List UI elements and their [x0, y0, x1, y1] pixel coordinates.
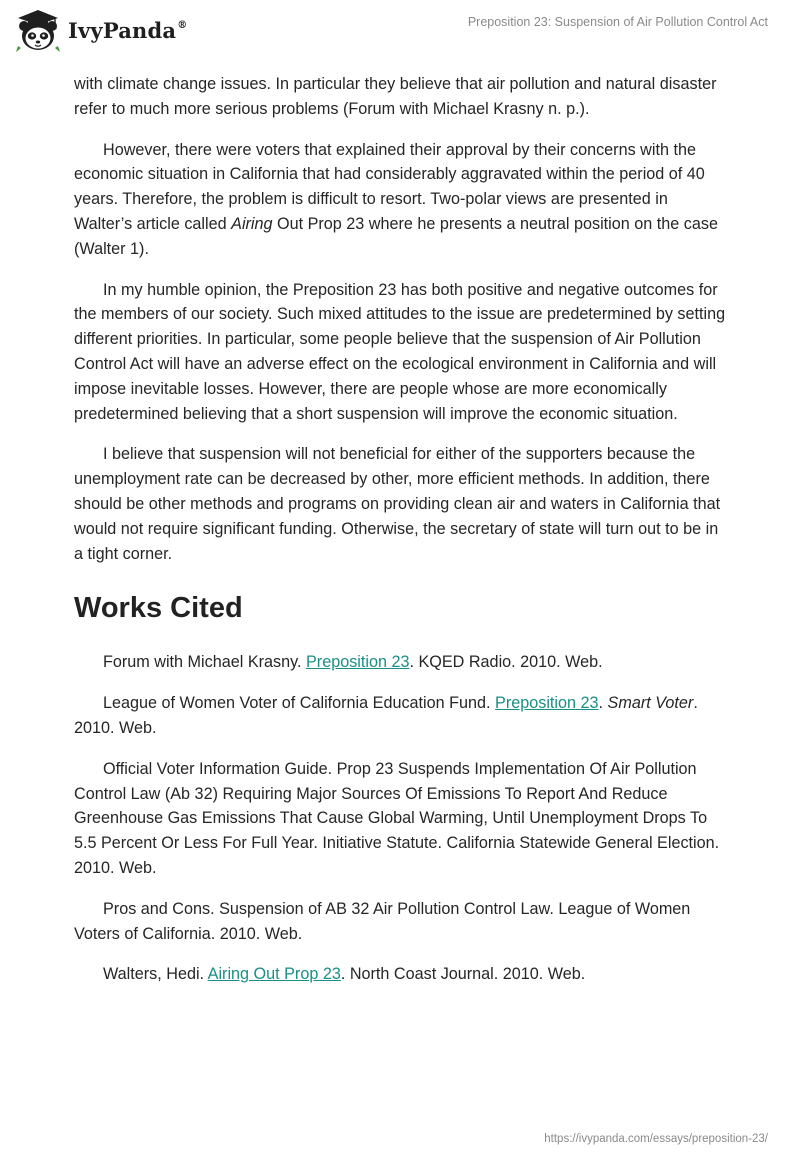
citation-link[interactable]: Preposition 23 [495, 694, 599, 713]
citation: Forum with Michael Krasny. Preposition 23. KQED Radio. 2010. Web. [103, 653, 603, 672]
citation-link[interactable]: Preposition 23 [306, 653, 410, 672]
italic-title: Airing [231, 214, 273, 233]
citation: Pros and Cons. Suspension of AB 32 Air Pollution Control Law. League of Women Voters of California. 2010. Web. [74, 899, 691, 943]
ivypanda-logo[interactable] [14, 8, 187, 54]
paragraph: I believe that suspension will not beneficial for either of the supporters because the unemployment rate can be decreased by other, more efficient methods. In addition, there should be other methods and programs on providing clean air and waters in California that would not require significant funding. Otherwise, the secretary of state will turn out to be in a tight corner. [74, 445, 721, 563]
citation: Walters, Hedi. Airing Out Prop 23. North Coast Journal. 2010. Web. [103, 965, 586, 984]
source-url[interactable]: https://ivypanda.com/essays/preposition-23/ [544, 1133, 768, 1145]
citation: Official Voter Information Guide. Prop 23 Suspends Implementation Of Air Pollution Control Law (Ab 32) Requiring Major Sources Of Emissions To Report And Reduce Greenhouse Gas Emissions That Cause Global Warming, Until Unemployment Drops To 5.5 Percent Or Less For Full Year. Initiative Statute. California Statewide General Election. 2010. Web. [74, 759, 720, 877]
brand-name: IvyPanda® [68, 17, 188, 43]
paragraph: In my humble opinion, the Preposition 23 has both positive and negative outcomes for the members of our society. Such mixed attitudes to the issue are predetermined by setting different priorities. In particular, some people believe that the suspension of Air Pollution Control Act will have an adverse effect on the ecological environment in California and will impose inevitable losses. However, there are people whose are more economically predetermined believing that a short suspension will improve the economic situation. [74, 280, 726, 423]
essay-body [74, 72, 730, 1003]
page-header [0, 0, 800, 62]
panda-graduate-icon [14, 8, 62, 54]
paragraph: with climate change issues. In particular they believe that air pollution and natural disaster refer to much more serious problems (Forum with Michael Krasny n. p.). [74, 75, 717, 118]
citation-link[interactable]: Airing Out Prop 23 [207, 965, 341, 984]
paragraph: However, there were voters that explained their approval by their concerns with the economic situation in California that had considerably aggravated within the period of 40 years. Therefore, the problem is difficult to resort. Two-polar views are presented in Walter’s article called Airing Out Prop 23 where he presents a neutral position on the case (Walter 1). [74, 140, 718, 258]
citation: League of Women Voter of California Education Fund. Preposition 23. Smart Voter. 2010. Web. [74, 694, 698, 737]
works-cited-heading: Works Cited [74, 592, 243, 625]
document-title: Preposition 23: Suspension of Air Pollution Control Act [467, 15, 768, 29]
